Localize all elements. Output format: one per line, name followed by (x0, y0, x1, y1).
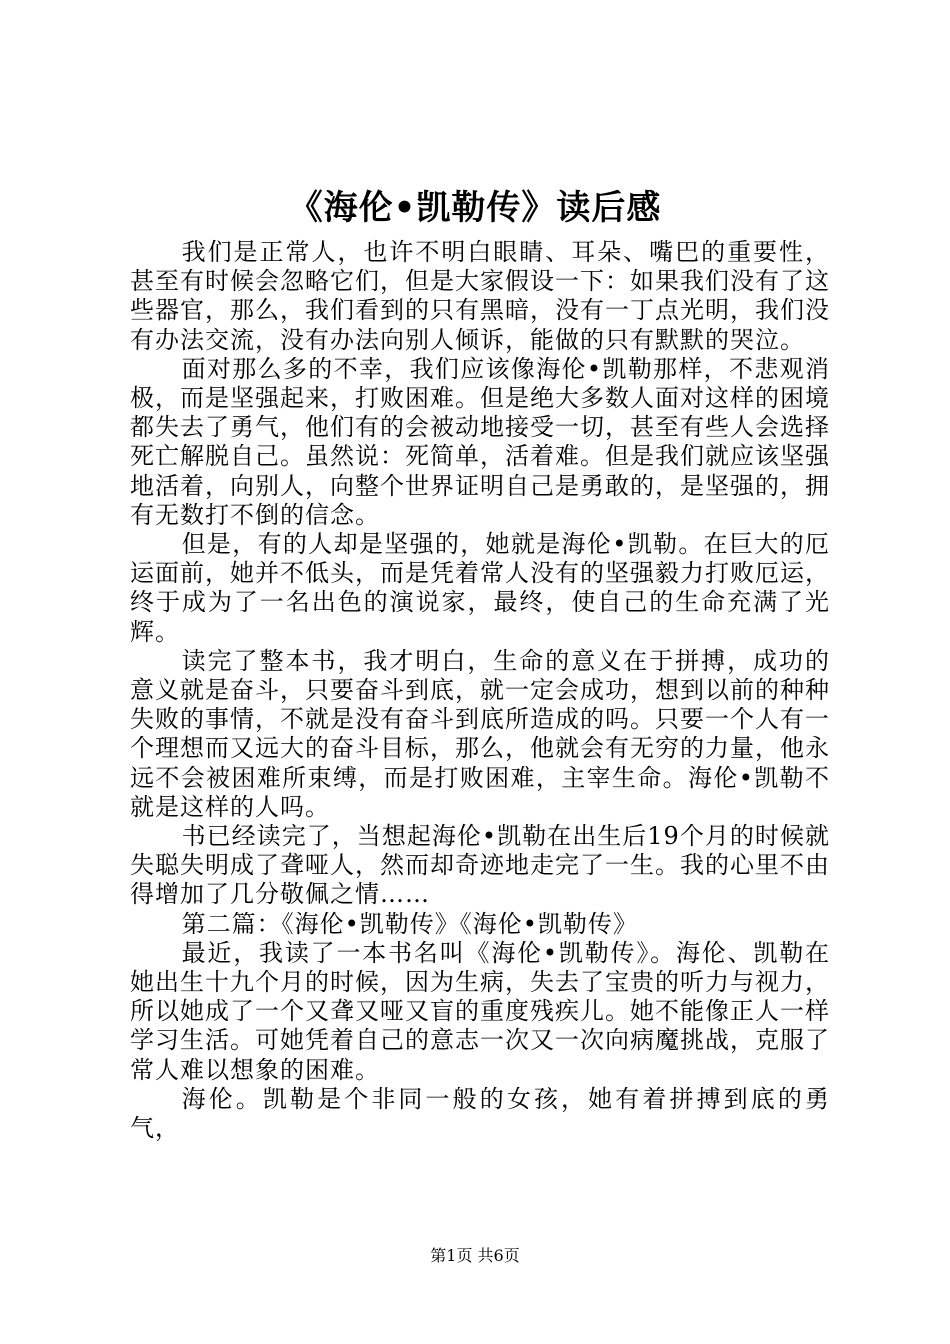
paragraph: 最近，我读了一本书名叫《海伦•凯勒传》。海伦、凯勒在她出生十九个月的时候，因为生病，失去了宝贵的听力与视力，所以她成了一个又聋又哑又盲的重度残疾儿。她不能像正人一样学习生活。可她凭着自己的意志一次又一次向病魔挑战，克服了常人难以想象的困难。 (130, 938, 830, 1084)
section-heading: 第二篇：《海伦•凯勒传》《海伦•凯勒传》 (181, 909, 638, 938)
page-number-footer: 第1页 共6页 (430, 1246, 520, 1265)
paragraph: 我们是正常人，也许不明白眼睛、耳朵、嘴巴的重要性，甚至有时候会忽略它们，但是大家假设一下：如果我们没有了这些器官，那么，我们看到的只有黑暗，没有一丁点光明，我们没有办法交流，没有办法向别人倾诉，能做的只有默默的哭泣。 (130, 238, 830, 354)
paragraph: 但是，有的人却是坚强的，她就是海伦•凯勒。在巨大的厄运面前，她并不低头，而是凭着常人没有的坚强毅力打败厄运，终于成为了一名出色的演说家，最终，使自己的生命充满了光辉。 (130, 530, 830, 646)
paragraph: 书已经读完了，当想起海伦•凯勒在出生后19个月的时候就失聪失明成了聋哑人，然而却奇迹地走完了一生。我的心里不由得增加了几分敬佩之情…… (130, 822, 830, 909)
document-body (130, 238, 830, 1143)
paragraph: 读完了整本书，我才明白，生命的意义在于拼搏，成功的意义就是奋斗，只要奋斗到底，就一定会成功，想到以前的种种失败的事情，不就是没有奋斗到底所造成的吗。只要一个人有一个理想而又远大的奋斗目标，那么，他就会有无穷的力量，他永远不会被困难所束缚，而是打败困难，主宰生命。海伦•凯勒不就是这样的人吗。 (130, 646, 830, 821)
page-title: 《海伦•凯勒传》读后感 (288, 188, 662, 228)
paragraph: 海伦。凯勒是个非同一般的女孩，她有着拼搏到底的勇气， (130, 1084, 830, 1143)
paragraph: 面对那么多的不幸，我们应该像海伦•凯勒那样，不悲观消极，而是坚强起来，打败困难。但是绝大多数人面对这样的困境都失去了勇气，他们有的会被动地接受一切，甚至有些人会选择死亡解脱自己。虽然说：死简单，活着难。但是我们就应该坚强地活着，向别人，向整个世界证明自己是勇敢的，是坚强的，拥有无数打不倒的信念。 (130, 354, 830, 529)
